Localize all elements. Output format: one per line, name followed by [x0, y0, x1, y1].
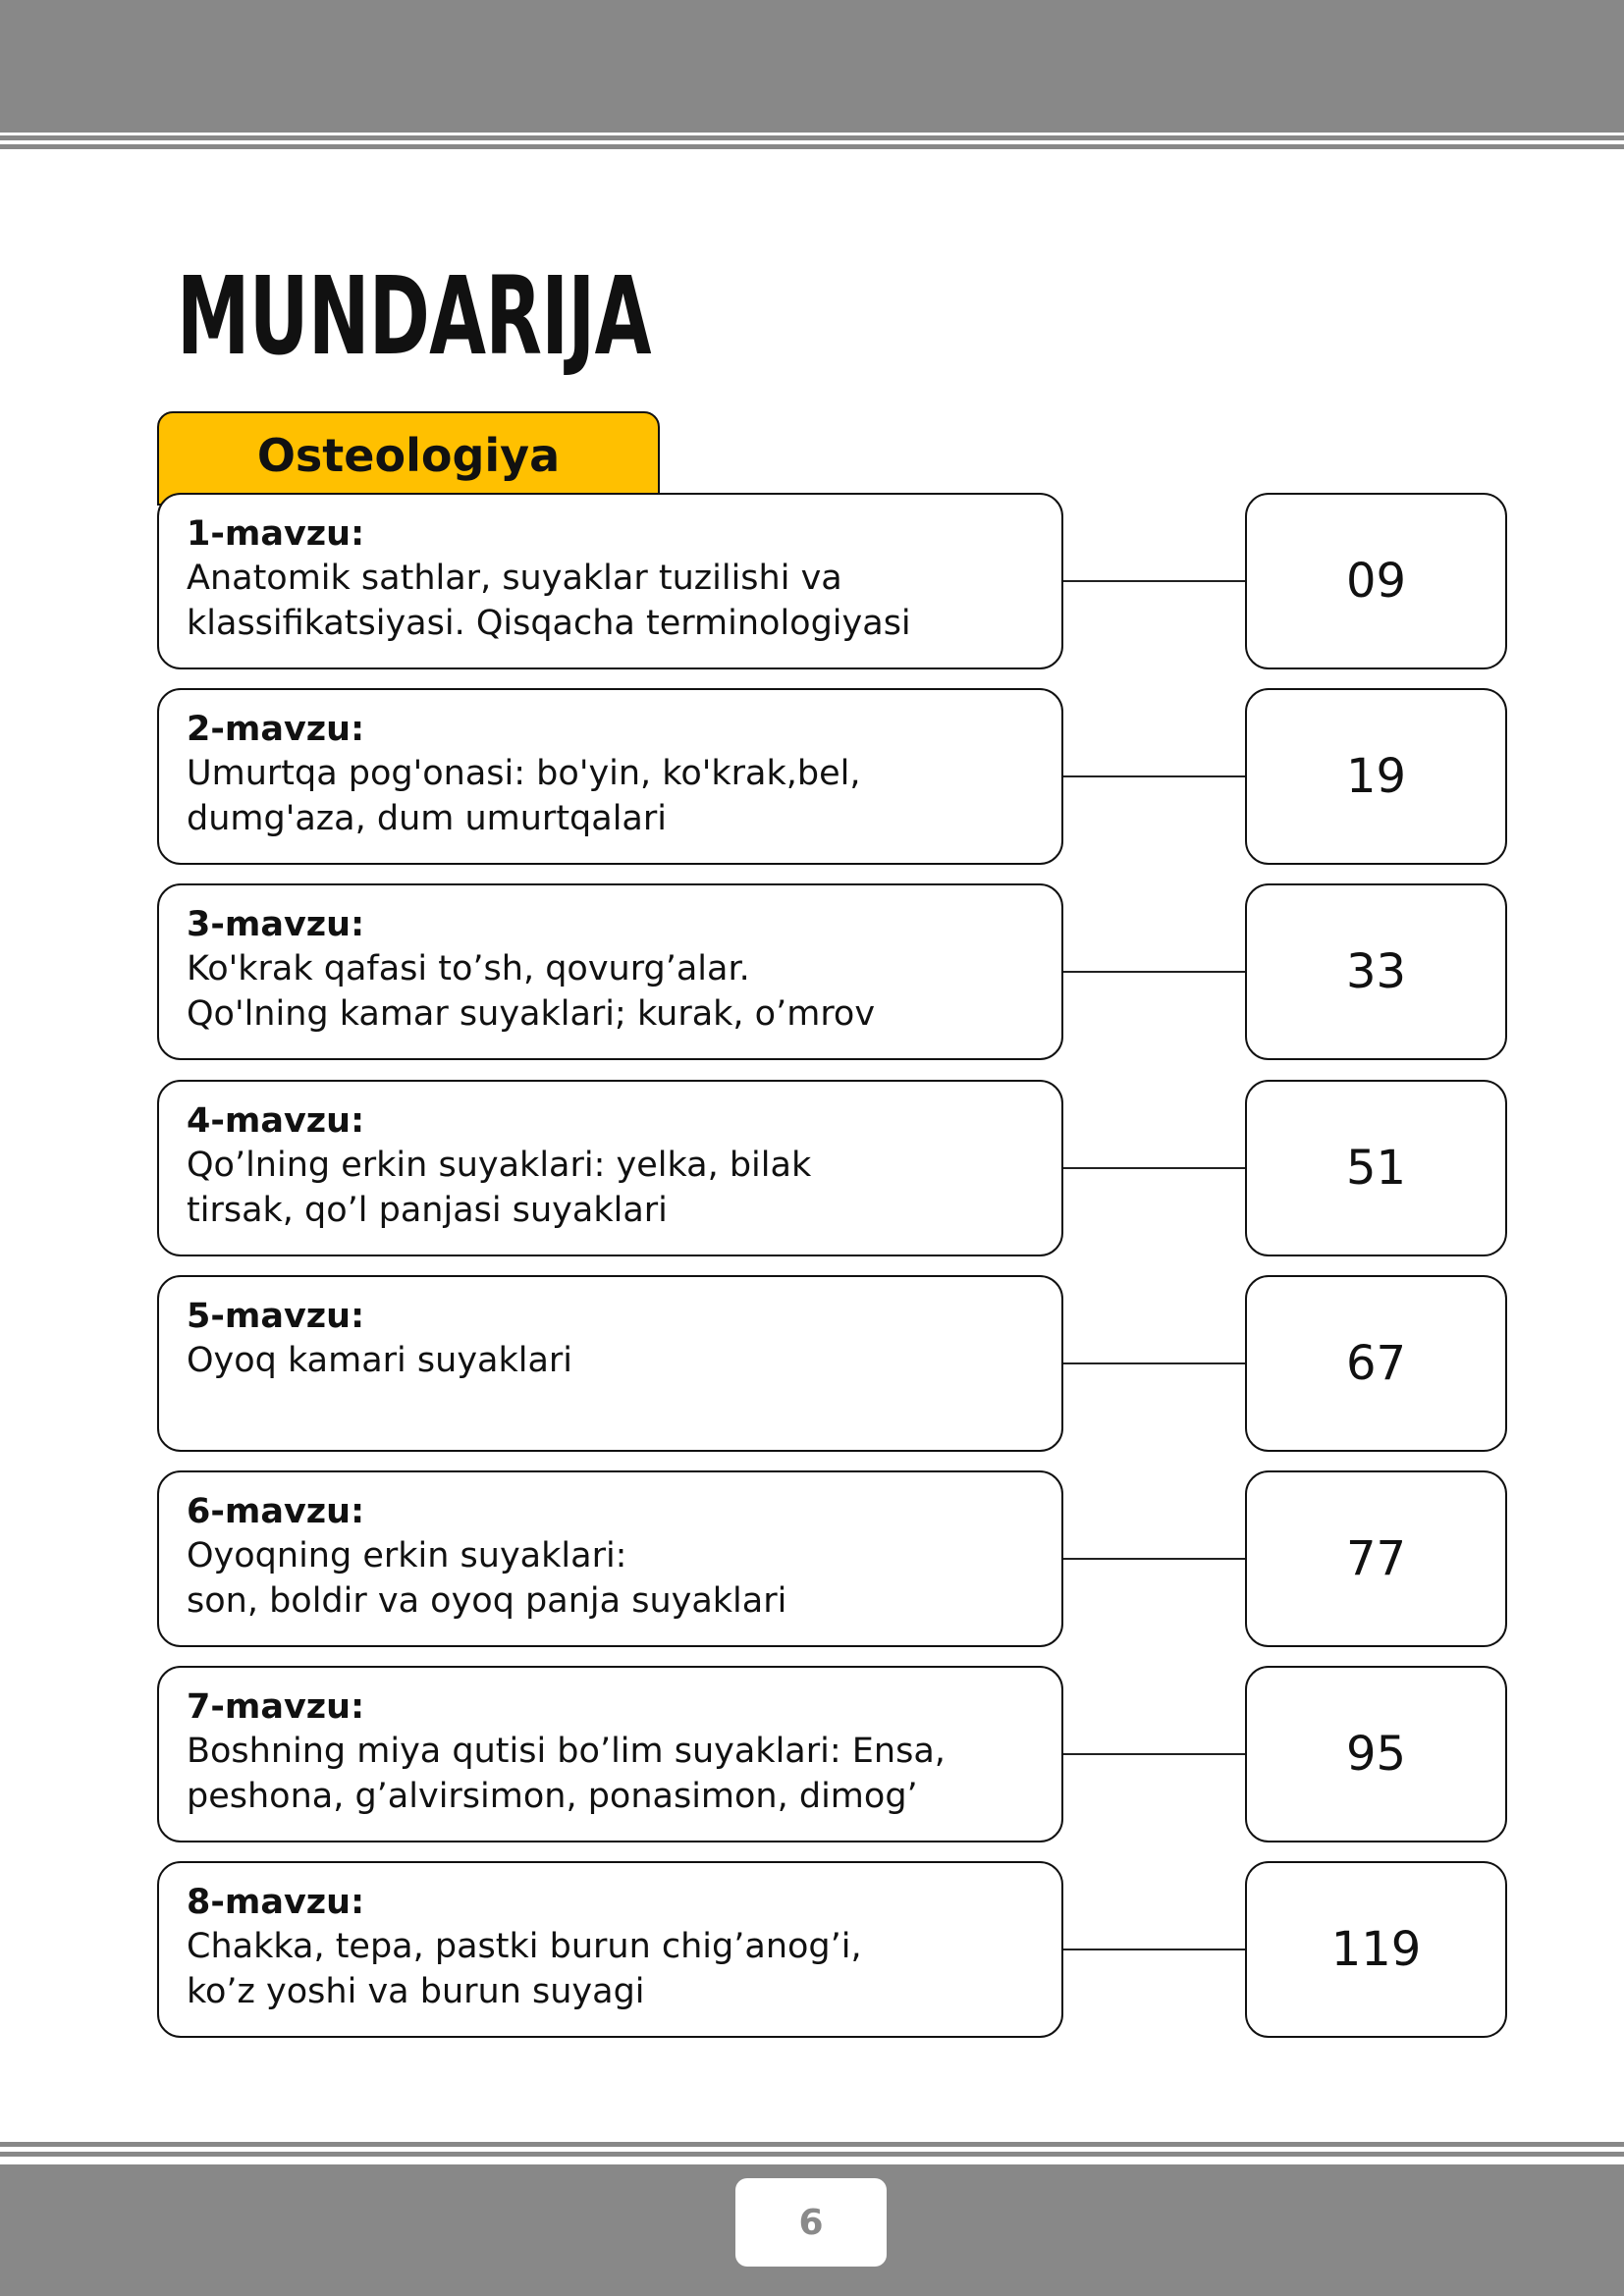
connector-line [1063, 1558, 1245, 1560]
section-label: Osteologiya [256, 429, 561, 482]
topic-title-line: Chakka, tepa, pastki burun chig’anog’i, [187, 1927, 862, 1966]
topic-label: 4-mavzu: [187, 1101, 365, 1141]
topic-label: 1-mavzu: [187, 514, 365, 554]
connector-line [1063, 971, 1245, 973]
topic-title-line: dumg'aza, dum umurtqalari [187, 799, 667, 838]
topic-title-line: Oyoqning erkin suyaklari: [187, 1536, 627, 1575]
toc-entry[interactable] [157, 1861, 1063, 2038]
header-band [0, 0, 1624, 133]
topic-label: 8-mavzu: [187, 1883, 365, 1922]
page-number-box[interactable] [1245, 493, 1507, 669]
page-number-box[interactable] [1245, 688, 1507, 865]
footer-page-number: 6 [798, 2202, 824, 2243]
page-number: 119 [1330, 1922, 1422, 1977]
connector-line [1063, 1362, 1245, 1364]
page-number: 19 [1345, 749, 1407, 804]
topic-title-line: Ko'krak qafasi to’sh, qovurg’alar. [187, 949, 750, 988]
page-number: 09 [1345, 554, 1407, 609]
topic-title-line: ko’z yoshi va burun suyagi [187, 1972, 645, 2011]
page-number: 95 [1345, 1727, 1407, 1782]
page-number-box[interactable] [1245, 1275, 1507, 1452]
toc-entry[interactable] [157, 883, 1063, 1060]
toc-entry[interactable] [157, 1666, 1063, 1842]
toc-entry[interactable] [157, 1470, 1063, 1647]
topic-title-line: Qo'lning kamar suyaklari; kurak, o’mrov [187, 994, 876, 1034]
connector-line [1063, 775, 1245, 777]
toc-entry[interactable] [157, 1275, 1063, 1452]
topic-label: 6-mavzu: [187, 1492, 365, 1531]
page-number-box[interactable] [1245, 1861, 1507, 2038]
topic-title-line: Umurtqa pog'onasi: bo'yin, ko'krak,bel, [187, 754, 861, 793]
page-number: 77 [1345, 1531, 1407, 1586]
toc-entry[interactable] [157, 1080, 1063, 1256]
page-number: 67 [1345, 1336, 1407, 1391]
header-stripe [0, 135, 1624, 140]
topic-title-line: Oyoq kamari suyaklari [187, 1341, 573, 1380]
section-tab [157, 411, 660, 506]
topic-title-line: Anatomik sathlar, suyaklar tuzilishi va [187, 559, 842, 598]
page-title: MUNDARIJA [177, 253, 651, 379]
topic-title-line: Boshning miya qutisi bo’lim suyaklari: Ensa, [187, 1732, 946, 1771]
page-number: 51 [1345, 1141, 1407, 1196]
topic-title-line: Qo’lning erkin suyaklari: yelka, bilak [187, 1146, 812, 1185]
topic-title-line: son, boldir va oyoq panja suyaklari [187, 1581, 787, 1621]
page-number-box[interactable] [1245, 883, 1507, 1060]
header-stripe [0, 144, 1624, 149]
topic-label: 5-mavzu: [187, 1297, 365, 1336]
topic-label: 2-mavzu: [187, 710, 365, 749]
toc-entry[interactable] [157, 493, 1063, 669]
page-number: 33 [1345, 944, 1407, 999]
page-number-box[interactable] [1245, 1666, 1507, 1842]
connector-line [1063, 580, 1245, 582]
topic-label: 3-mavzu: [187, 905, 365, 944]
connector-line [1063, 1949, 1245, 1950]
topic-title-line: klassifikatsiyasi. Qisqacha terminologiyasi [187, 604, 911, 643]
connector-line [1063, 1753, 1245, 1755]
page-number-box[interactable] [1245, 1080, 1507, 1256]
footer-stripe [0, 2152, 1624, 2157]
connector-line [1063, 1167, 1245, 1169]
page-number-badge [735, 2178, 887, 2267]
toc-entry[interactable] [157, 688, 1063, 865]
page-number-box[interactable] [1245, 1470, 1507, 1647]
topic-title-line: tirsak, qo’l panjasi suyaklari [187, 1191, 668, 1230]
topic-title-line: peshona, g’alvirsimon, ponasimon, dimog’ [187, 1777, 918, 1816]
footer-stripe [0, 2142, 1624, 2147]
topic-label: 7-mavzu: [187, 1687, 365, 1727]
